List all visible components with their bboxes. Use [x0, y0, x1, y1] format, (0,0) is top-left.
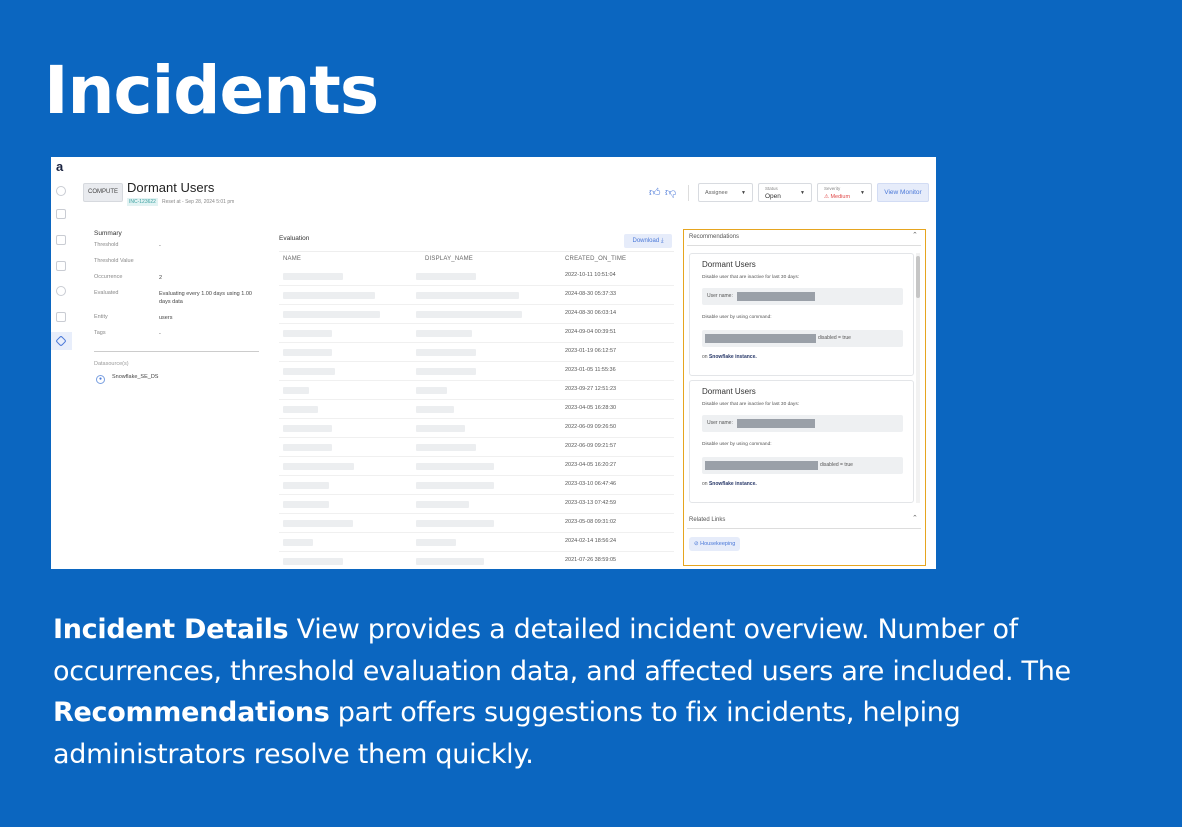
incident-id: INC-123622	[129, 199, 156, 205]
chevron-up-icon[interactable]: ⌃	[912, 232, 918, 239]
page-heading: Incidents	[44, 52, 379, 129]
divider	[688, 185, 689, 201]
status-value: Open	[765, 193, 781, 200]
created-on-time-cell: 2021-07-26 38:59:05	[565, 557, 617, 563]
created-on-time-cell: 2023-09-27 12:51:23	[565, 386, 617, 392]
redacted-display-name	[416, 292, 519, 299]
command-box	[702, 457, 903, 474]
redacted-display-name	[416, 349, 476, 356]
datasource-label: Datasource(s)	[94, 361, 129, 367]
redacted-name	[283, 406, 318, 413]
redacted-name	[283, 501, 329, 508]
command-tail: disabled = true	[818, 335, 851, 341]
document-icon[interactable]	[56, 209, 66, 219]
redacted-name	[283, 311, 380, 318]
caption-text-2: part offers suggestions to fix incidents, helping administrators resolve them quickly.	[53, 697, 961, 770]
redacted-name	[283, 330, 332, 337]
caption-bold-1: Incident Details	[53, 614, 289, 645]
redacted-display-name	[416, 501, 469, 508]
card-title: Dormant Users	[702, 260, 756, 269]
status-dropdown[interactable]	[758, 183, 812, 202]
summary-label: Threshold	[94, 242, 119, 248]
summary-label: Entity	[94, 314, 108, 320]
table-row[interactable]	[279, 267, 674, 286]
globe-icon: ●	[96, 375, 105, 384]
redacted-name	[283, 558, 343, 565]
severity-dropdown[interactable]	[817, 183, 872, 202]
caption-bold-2: Recommendations	[53, 697, 330, 728]
summary-divider	[94, 351, 259, 352]
recommendations-panel	[683, 229, 926, 566]
redacted-name	[283, 539, 313, 546]
created-on-time-cell: 2024-09-04 00:39:51	[565, 329, 617, 335]
user-name-box	[702, 288, 903, 305]
redacted-display-name	[416, 558, 484, 565]
chevron-down-icon: ▼	[860, 190, 865, 196]
created-on-time-cell: 2023-01-19 06:12:57	[565, 348, 617, 354]
chevron-down-icon: ▼	[741, 190, 746, 196]
created-on-time-cell: 2023-04-05 16:20:27	[565, 462, 617, 468]
redacted-name	[283, 482, 329, 489]
divider	[687, 528, 921, 529]
severity-label: Severity	[824, 186, 841, 191]
download-button[interactable]: Download ⤓	[624, 234, 672, 248]
datasource-name[interactable]: Snowflake_SE_DS	[112, 374, 159, 380]
recommendation-card	[689, 380, 914, 503]
chevron-down-icon: ▼	[800, 190, 805, 196]
app-screenshot	[51, 157, 936, 569]
created-on-time-cell: 2024-08-30 05:37:33	[565, 291, 617, 297]
created-on-time-cell: 2024-08-30 06:03:14	[565, 310, 617, 316]
created-on-time-cell: 2023-03-10 06:47:46	[565, 481, 617, 487]
nav-rail	[51, 157, 72, 569]
created-on-time-cell: 2023-01-05 11:55:36	[565, 367, 616, 373]
summary-value: -	[159, 243, 161, 249]
card-target: on Snowflake instance.	[702, 354, 757, 360]
table-row[interactable]	[279, 400, 674, 419]
summary-title: Summary	[94, 230, 122, 237]
table-row[interactable]	[279, 533, 674, 552]
recommendations-scrollbar[interactable]	[916, 253, 920, 503]
summary-label: Threshold Value	[94, 258, 134, 264]
redacted-user	[737, 292, 815, 301]
card-title: Dormant Users	[702, 387, 756, 396]
redacted-display-name	[416, 406, 454, 413]
column-header-created-on-time[interactable]: CREATED_ON_TIME	[565, 256, 627, 262]
caption	[53, 609, 1143, 775]
created-on-time-cell: 2022-06-09 09:21:57	[565, 443, 617, 449]
redacted-display-name	[416, 368, 476, 375]
related-links-title: Related Links	[689, 517, 726, 523]
summary-value: users	[159, 315, 173, 321]
command-box	[702, 330, 903, 347]
chevron-up-icon[interactable]: ⌃	[912, 515, 918, 522]
card-description: Disable user that are inactive for last 30 days:	[702, 275, 800, 280]
summary-label: Occurrence	[94, 274, 123, 280]
redacted-display-name	[416, 387, 447, 394]
app-logo: a	[56, 159, 64, 174]
command-label: Disable user by using command:	[702, 315, 772, 320]
summary-label: Evaluated	[94, 290, 119, 296]
table-row[interactable]	[279, 495, 674, 514]
severity-value: ⚠ Medium	[824, 194, 851, 200]
redacted-display-name	[416, 444, 476, 451]
redacted-name	[283, 273, 343, 280]
table-row[interactable]	[279, 514, 674, 533]
redacted-name	[283, 387, 309, 394]
table-row[interactable]	[279, 552, 674, 569]
view-monitor-button[interactable]: View Monitor	[877, 183, 929, 202]
housekeeping-link[interactable]: ⊘ Housekeeping	[689, 537, 740, 551]
created-on-time-cell: 2022-06-09 09:26:50	[565, 424, 617, 430]
redacted-name	[283, 292, 375, 299]
created-on-time-cell: 2023-04-05 16:28:30	[565, 405, 617, 411]
redacted-display-name	[416, 539, 456, 546]
created-on-time-cell: 2024-02-14 18:56:24	[565, 538, 617, 544]
summary-label: Tags	[94, 330, 106, 336]
user-name-label: User name:	[707, 293, 733, 299]
redacted-display-name	[416, 482, 494, 489]
recommendation-card	[689, 253, 914, 376]
redacted-name	[283, 444, 332, 451]
scrollbar-thumb[interactable]	[916, 256, 920, 298]
redacted-display-name	[416, 311, 522, 318]
incident-title: Dormant Users	[127, 180, 215, 195]
created-on-time-cell: 2023-05-08 09:31:02	[565, 519, 617, 525]
card-description: Disable user that are inactive for last 30 days:	[702, 402, 800, 407]
redacted-display-name	[416, 273, 476, 280]
created-on-time-cell: 2022-10-11 10:51:04	[565, 272, 616, 278]
command-tail: disabled = true	[820, 462, 853, 468]
incident-reset-time: Reset at - Sep 28, 2024 5:01 pm	[162, 199, 235, 205]
status-label: Status	[765, 186, 778, 191]
table-row[interactable]	[279, 324, 674, 343]
user-name-label: User name:	[707, 420, 733, 426]
divider	[687, 245, 921, 246]
redacted-command	[705, 461, 818, 470]
grid-icon[interactable]	[56, 312, 66, 322]
compute-badge: COMPUTE	[83, 183, 123, 202]
chat-icon[interactable]	[56, 261, 66, 271]
redacted-name	[283, 520, 353, 527]
table-row[interactable]	[279, 476, 674, 495]
evaluation-title: Evaluation	[279, 235, 310, 242]
redacted-name	[283, 349, 332, 356]
summary-value: -	[159, 331, 161, 337]
summary-value: Evaluating every 1.00 days using 1.00 days data	[159, 291, 252, 305]
redacted-display-name	[416, 425, 465, 432]
table-row[interactable]	[279, 305, 674, 324]
table-row[interactable]	[279, 381, 674, 400]
column-header-name[interactable]: NAME	[283, 256, 302, 262]
thumbs-down-icon[interactable]: 👎︎	[665, 187, 677, 199]
redacted-command	[705, 334, 816, 343]
table-row[interactable]	[279, 362, 674, 381]
column-header-display-name[interactable]: DISPLAY_NAME	[425, 256, 473, 262]
table-row[interactable]	[279, 457, 674, 476]
user-name-box	[702, 415, 903, 432]
redacted-display-name	[416, 520, 494, 527]
home-icon[interactable]	[56, 186, 66, 196]
assignee-dropdown[interactable]	[698, 183, 753, 202]
table-row[interactable]	[279, 419, 674, 438]
redacted-display-name	[416, 330, 472, 337]
table-row[interactable]	[279, 343, 674, 362]
assignee-placeholder: Assignee	[705, 190, 728, 196]
caption-text-1: View provides a detailed incident overview. Number of occurrences, threshold evaluation data, and affected users are included. The	[53, 614, 1071, 687]
recommendations-title: Recommendations	[689, 234, 740, 240]
redacted-user	[737, 419, 815, 428]
thumbs-up-icon[interactable]: 👍︎	[649, 187, 661, 199]
clock-icon[interactable]	[56, 286, 66, 296]
table-row[interactable]	[279, 438, 674, 457]
table-row[interactable]	[279, 286, 674, 305]
redacted-name	[283, 463, 354, 470]
created-on-time-cell: 2023-03-13 07:42:59	[565, 500, 617, 506]
redacted-display-name	[416, 463, 494, 470]
redacted-name	[283, 368, 335, 375]
card-target: on Snowflake instance.	[702, 481, 757, 487]
redacted-name	[283, 425, 332, 432]
alert-icon[interactable]	[56, 235, 66, 245]
command-label: Disable user by using command:	[702, 442, 772, 447]
evaluation-divider	[279, 251, 674, 252]
summary-value: 2	[159, 275, 163, 281]
